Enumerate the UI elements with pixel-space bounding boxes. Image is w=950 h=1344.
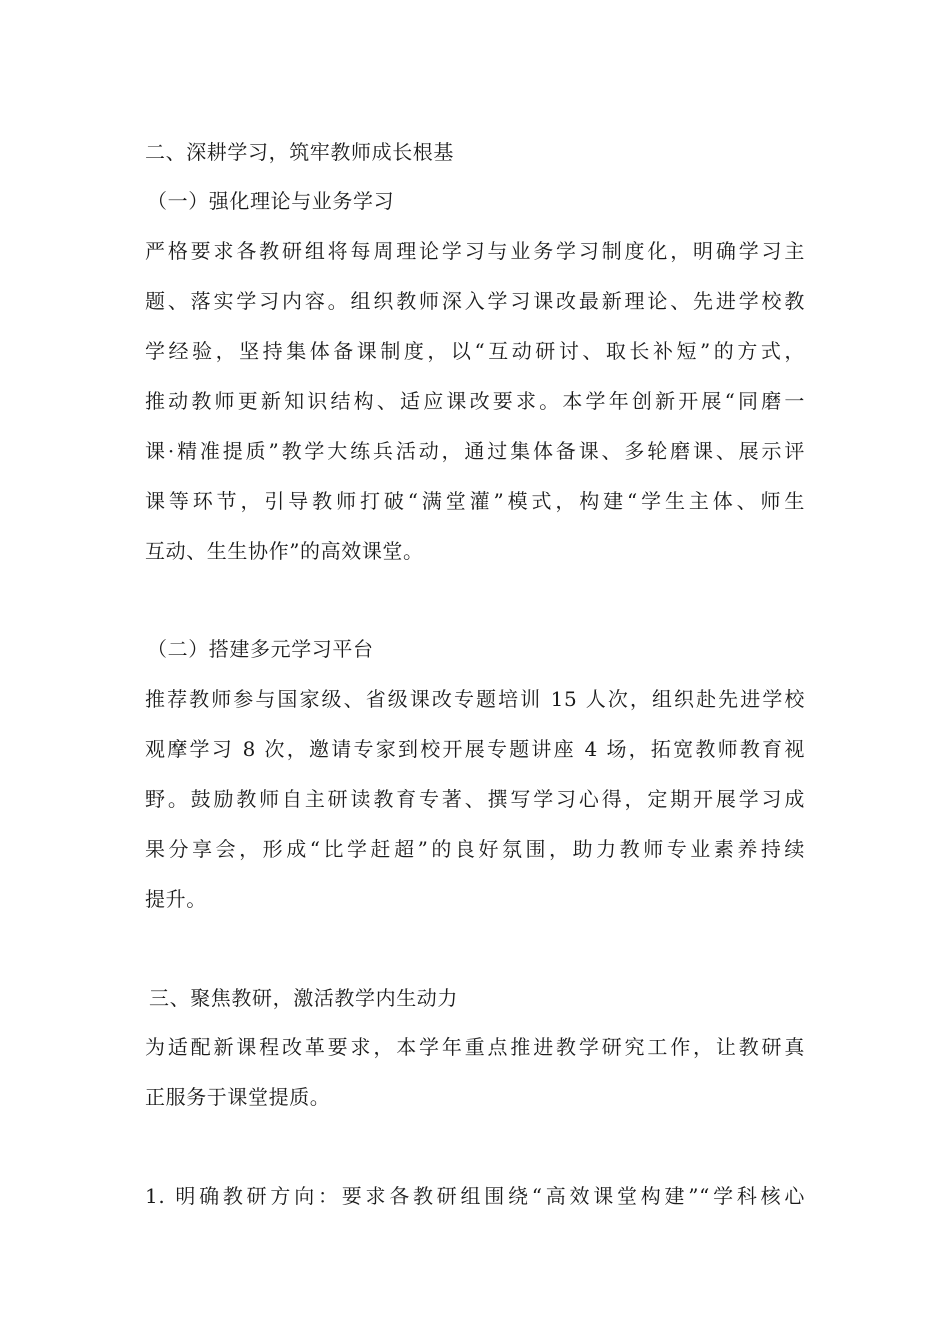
- paragraph-line: 正服务于课堂提质。: [145, 1085, 331, 1109]
- paragraph-line: 学经验，坚持集体备课制度，以“互动研讨、取长补短”的方式，: [145, 339, 805, 363]
- paragraph-line: 题、落实学习内容。组织教师深入学习课改最新理论、先进学校教: [145, 289, 805, 313]
- paragraph-line: 果分享会，形成“比学赶超”的良好氛围，助力教师专业素养持续: [145, 837, 805, 861]
- section2-heading: 二、深耕学习，筑牢教师成长根基: [145, 140, 454, 164]
- paragraph-line: 课·精准提质”教学大练兵活动，通过集体备课、多轮磨课、展示评: [145, 439, 805, 463]
- list-item-1: 1. 明确教研方向：要求各教研组围绕“高效课堂构建”“学科核心: [145, 1184, 805, 1208]
- paragraph-line: 提升。: [145, 887, 207, 911]
- paragraph-line: 互动、生生协作”的高效课堂。: [145, 539, 424, 563]
- paragraph-line: 观摩学习 8 次，邀请专家到校开展专题讲座 4 场，拓宽教师教育视: [145, 737, 805, 761]
- paragraph-line: 野。鼓励教师自主研读教育专著、撰写学习心得，定期开展学习成: [145, 787, 805, 811]
- paragraph-line: 推荐教师参与国家级、省级课改专题培训 15 人次，组织赴先进学校: [145, 687, 805, 711]
- paragraph-line: 推动教师更新知识结构、适应课改要求。本学年创新开展“同磨一: [145, 389, 805, 413]
- subsection1-heading: （一）强化理论与业务学习: [147, 189, 395, 213]
- paragraph-line: 为适配新课程改革要求，本学年重点推进教学研究工作，让教研真: [145, 1035, 805, 1059]
- paragraph-line: 课等环节，引导教师打破“满堂灌”模式，构建“学生主体、师生: [145, 489, 805, 513]
- section3-heading: 三、聚焦教研，激活教学内生动力: [149, 986, 458, 1010]
- paragraph-line: 严格要求各教研组将每周理论学习与业务学习制度化，明确学习主: [145, 239, 805, 263]
- subsection2-heading: （二）搭建多元学习平台: [147, 637, 374, 661]
